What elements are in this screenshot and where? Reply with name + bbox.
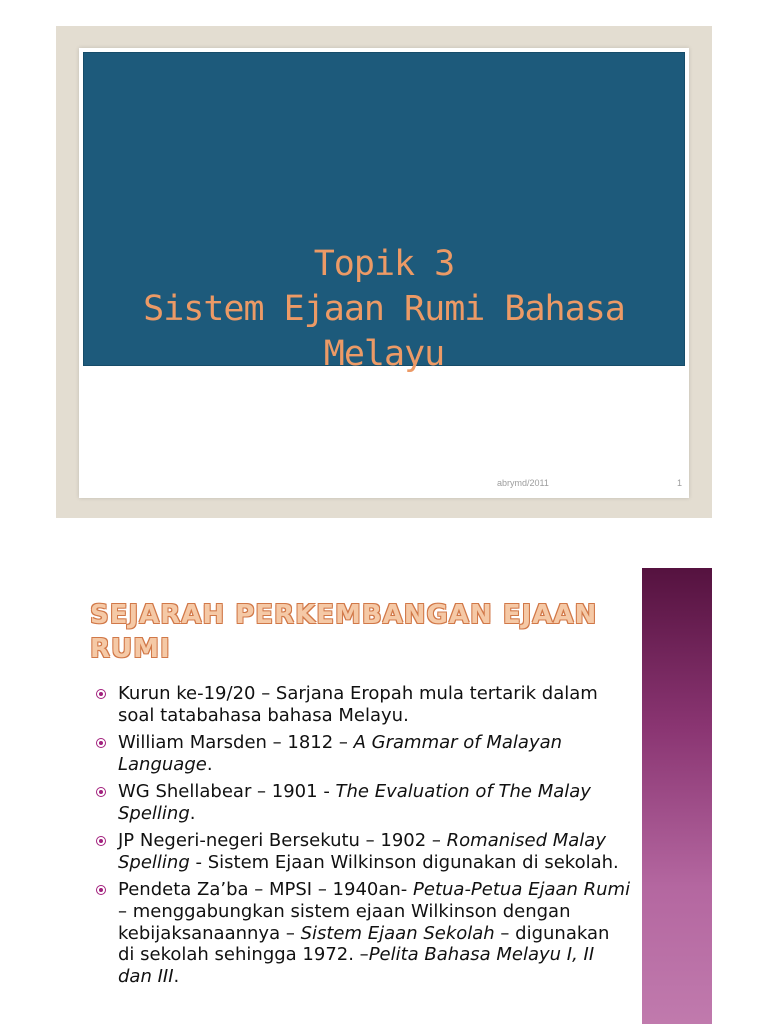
bullet-text: Kurun ke-19/20 – Sarjana Eropah mula tertarik dalam soal tatabahasa bahasa Melayu. — [118, 683, 598, 726]
bullet-text: WG Shellabear – 1901 - — [118, 780, 336, 802]
bullet-circle-icon — [96, 787, 106, 797]
bullet-italic-3: Pelita Bahasa Melayu I, II dan III — [118, 944, 595, 988]
slide-2-accent-bar — [642, 568, 712, 1024]
slide-2-heading — [90, 598, 630, 667]
bullet-italic-2: Sistem Ejaan Sekolah — [300, 922, 495, 944]
title-line-3: Melayu — [323, 333, 445, 374]
bullet-circle-icon — [96, 738, 106, 748]
bullet-text: Pendeta Za’ba – MPSI – 1940an- — [118, 878, 414, 900]
slide-1 — [79, 48, 689, 498]
heading-line-1: SEJARAH PERKEMBANGAN EJAAN — [90, 600, 598, 630]
slide-1-title — [79, 242, 689, 376]
bullet-text: William Marsden – 1812 – — [118, 731, 354, 753]
list-item — [96, 781, 631, 825]
bullet-italic: A Grammar of Malayan Language — [118, 731, 563, 775]
footer-author: abrymd/2011 — [497, 478, 549, 488]
bullet-italic: Petua-Petua Ejaan Rumi — [413, 878, 631, 900]
heading-line-2: RUMI — [90, 634, 171, 665]
bullet-suffix: - Sistem Ejaan Wilkinson digunakan di sekolah. — [189, 851, 619, 873]
bullet-middle: – menggabungkan sistem ejaan Wilkinson dengan kebijaksanaannya – — [118, 900, 571, 944]
slide-1-frame — [56, 26, 712, 518]
footer-page-number: 1 — [677, 478, 683, 488]
title-line-1: Topik 3 — [313, 244, 455, 284]
bullet-text: JP Negeri-negeri Bersekutu – 1902 – — [118, 829, 447, 851]
list-item — [96, 879, 631, 989]
bullet-middle-2: – digunakan di sekolah sehingga 1972. – — [118, 922, 610, 966]
bullet-circle-icon — [96, 689, 106, 699]
bullet-italic: The Evaluation of The Malay Spelling — [118, 780, 591, 824]
title-line-2: Sistem Ejaan Rumi Bahasa — [143, 288, 625, 329]
list-item — [96, 732, 631, 776]
bullet-suffix: . — [189, 802, 196, 824]
bullet-italic: Romanised Malay Spelling — [118, 829, 606, 873]
bullet-circle-icon — [96, 885, 106, 895]
bullet-suffix: . — [206, 753, 213, 775]
list-item — [96, 683, 631, 727]
bullet-list — [96, 683, 631, 993]
bullet-suffix: . — [173, 966, 180, 988]
list-item — [96, 830, 631, 874]
bullet-circle-icon — [96, 836, 106, 846]
